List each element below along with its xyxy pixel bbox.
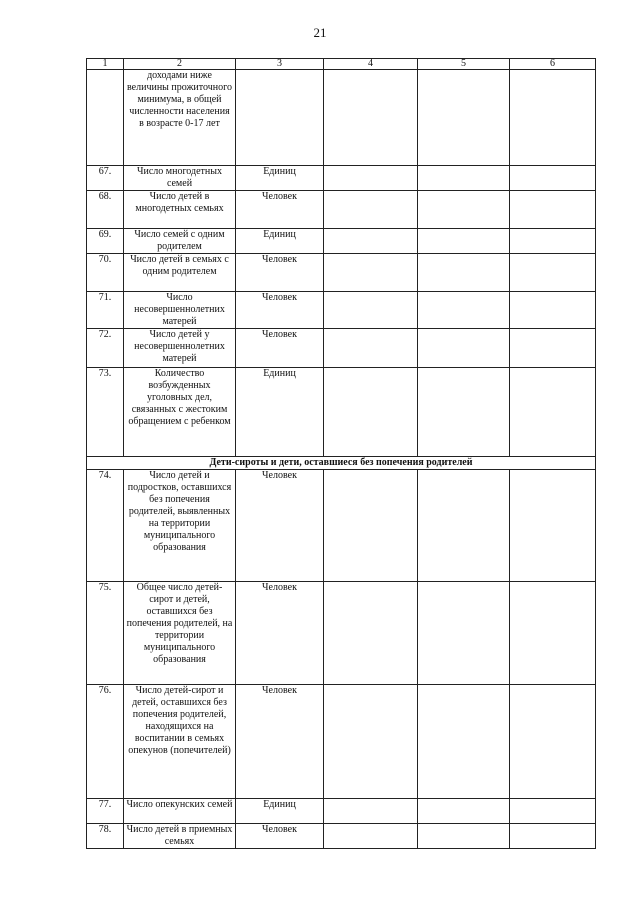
value-cell (324, 470, 418, 582)
value-cell (324, 799, 418, 824)
column-header: 4 (324, 59, 418, 70)
value-cell (418, 166, 510, 191)
value-cell (418, 685, 510, 799)
column-header: 1 (87, 59, 124, 70)
table-row (87, 470, 596, 582)
value-cell (510, 799, 596, 824)
indicator-unit: Единиц (236, 799, 324, 824)
section-title: Дети-сироты и дети, оставшиеся без попечения родителей (87, 457, 596, 470)
row-number: 68. (87, 191, 124, 229)
indicator-name: Число детей и подростков, оставшихся без попечения родителей, выявленных на территории муниципального образования (124, 470, 236, 582)
row-number: 71. (87, 292, 124, 329)
value-cell (510, 254, 596, 292)
value-cell (418, 70, 510, 166)
indicator-name: Число детей у несовершеннолетних матерей (124, 329, 236, 368)
indicator-unit (236, 70, 324, 166)
value-cell (324, 191, 418, 229)
table-row (87, 191, 596, 229)
indicator-unit: Человек (236, 685, 324, 799)
value-cell (510, 166, 596, 191)
indicator-unit: Единиц (236, 166, 324, 191)
value-cell (418, 229, 510, 254)
table-row (87, 254, 596, 292)
indicator-unit: Человек (236, 470, 324, 582)
column-header: 2 (124, 59, 236, 70)
indicator-name: Число опекунских семей (124, 799, 236, 824)
indicator-name: Число семей с одним родителем (124, 229, 236, 254)
value-cell (418, 191, 510, 229)
indicator-name: Число детей в семьях с одним родителем (124, 254, 236, 292)
table-row (87, 685, 596, 799)
value-cell (324, 824, 418, 849)
indicators-table (86, 58, 596, 849)
value-cell (324, 685, 418, 799)
table-row (87, 229, 596, 254)
value-cell (324, 229, 418, 254)
row-number: 78. (87, 824, 124, 849)
value-cell (324, 582, 418, 685)
value-cell (510, 292, 596, 329)
value-cell (510, 70, 596, 166)
value-cell (418, 582, 510, 685)
row-number: 75. (87, 582, 124, 685)
value-cell (418, 368, 510, 457)
row-number: 76. (87, 685, 124, 799)
value-cell (418, 254, 510, 292)
value-cell (418, 824, 510, 849)
column-header-row (87, 59, 596, 70)
value-cell (324, 254, 418, 292)
table-row (87, 70, 596, 166)
table-row (87, 292, 596, 329)
table-row (87, 368, 596, 457)
row-number: 74. (87, 470, 124, 582)
indicator-unit: Человек (236, 824, 324, 849)
value-cell (324, 166, 418, 191)
row-number: 72. (87, 329, 124, 368)
value-cell (510, 685, 596, 799)
indicator-name: доходами ниже величины прожиточного минимума, в общей численности населения в возрасте 0-17 лет (124, 70, 236, 166)
indicator-unit: Человек (236, 292, 324, 329)
value-cell (510, 191, 596, 229)
value-cell (418, 292, 510, 329)
section-header-row (87, 457, 596, 470)
table-row (87, 824, 596, 849)
table-row (87, 582, 596, 685)
indicator-name: Число детей-сирот и детей, оставшихся без попечения родителей, находящихся на воспитании в семьях опекунов (попечителей) (124, 685, 236, 799)
value-cell (324, 70, 418, 166)
value-cell (510, 368, 596, 457)
value-cell (510, 329, 596, 368)
table-row (87, 329, 596, 368)
table-row (87, 166, 596, 191)
value-cell (324, 292, 418, 329)
value-cell (510, 582, 596, 685)
indicator-name: Число многодетных семей (124, 166, 236, 191)
row-number: 77. (87, 799, 124, 824)
value-cell (510, 229, 596, 254)
column-header: 6 (510, 59, 596, 70)
indicator-unit: Единиц (236, 368, 324, 457)
indicator-name: Число несовершеннолетних матерей (124, 292, 236, 329)
value-cell (418, 329, 510, 368)
value-cell (418, 470, 510, 582)
value-cell (418, 799, 510, 824)
row-number: 69. (87, 229, 124, 254)
column-header: 3 (236, 59, 324, 70)
value-cell (324, 329, 418, 368)
indicator-unit: Единиц (236, 229, 324, 254)
column-header: 5 (418, 59, 510, 70)
table-row (87, 799, 596, 824)
indicator-unit: Человек (236, 329, 324, 368)
value-cell (510, 824, 596, 849)
value-cell (324, 368, 418, 457)
indicator-unit: Человек (236, 254, 324, 292)
indicator-name: Число детей в многодетных семьях (124, 191, 236, 229)
row-number (87, 70, 124, 166)
indicator-unit: Человек (236, 582, 324, 685)
page-number: 21 (313, 25, 327, 40)
indicator-name: Количество возбужденных уголовных дел, связанных с жестоким обращением с ребенком (124, 368, 236, 457)
indicator-name: Общее число детей-сирот и детей, оставшихся без попечения родителей, на территории муниципального образования (124, 582, 236, 685)
indicator-unit: Человек (236, 191, 324, 229)
indicator-name: Число детей в приемных семьях (124, 824, 236, 849)
row-number: 67. (87, 166, 124, 191)
row-number: 73. (87, 368, 124, 457)
value-cell (510, 470, 596, 582)
row-number: 70. (87, 254, 124, 292)
